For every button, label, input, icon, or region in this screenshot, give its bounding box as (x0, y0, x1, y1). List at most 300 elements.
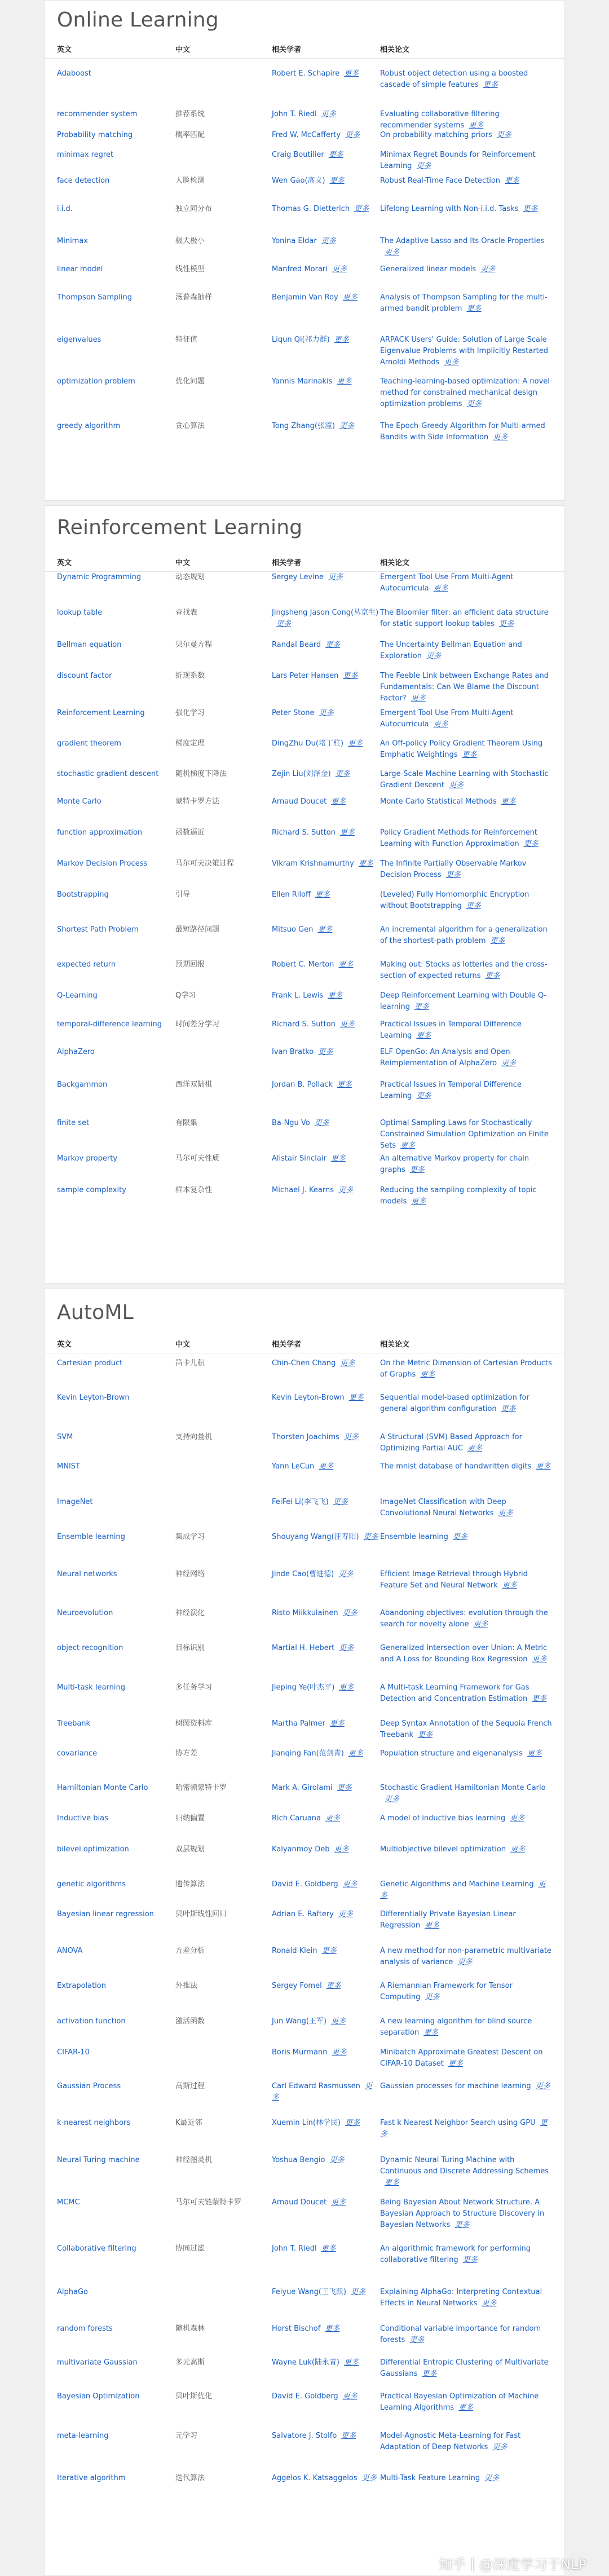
scholar-link[interactable]: FeiFei Li(李飞飞) (272, 1498, 329, 1506)
paper-link[interactable]: An incremental algorithm for a generalization of the shortest-path problem (380, 925, 548, 945)
scholar-more-link[interactable]: 更多 (333, 1498, 348, 1506)
scholar-link[interactable]: Boris Murmann (272, 2048, 328, 2057)
scholar-more-link[interactable]: 更多 (338, 1570, 354, 1578)
paper-more-link[interactable]: 更多 (458, 2403, 474, 2412)
paper-link[interactable]: A Multi-task Learning Framework for Gas Detection and Concentration Estimation (380, 1683, 529, 1703)
term-link[interactable]: optimization problem (57, 377, 135, 386)
scholar-link[interactable]: Jianqing Fan(范剑青) (272, 1749, 344, 1758)
term-link[interactable]: Inductive bias (57, 1814, 108, 1823)
term-link[interactable]: Cartesian product (57, 1359, 123, 1368)
scholar-more-link[interactable]: 更多 (329, 2156, 345, 2164)
term-link[interactable]: Iterative algorithm (57, 2474, 126, 2482)
scholar-link[interactable]: Salvatore J. Stolfo (272, 2432, 337, 2440)
paper-link[interactable]: Differential Entropic Clustering of Multivariate Gaussians (380, 2358, 549, 2378)
scholar-link[interactable]: Michael J. Kearns (272, 1186, 334, 1194)
scholar-link[interactable]: Mark A. Girolami (272, 1784, 333, 1792)
paper-more-link[interactable]: 更多 (467, 1444, 483, 1453)
paper-more-link[interactable]: 更多 (462, 2256, 478, 2264)
paper-more-link[interactable]: 更多 (466, 305, 482, 313)
paper-more-link[interactable]: 更多 (385, 1795, 400, 1803)
scholar-more-link[interactable]: 更多 (325, 2324, 340, 2333)
scholar-more-link[interactable]: 更多 (325, 1814, 340, 1823)
scholar-more-link[interactable]: 更多 (321, 110, 336, 118)
paper-link[interactable]: Practical Bayesian Optimization of Machine Learning Algorithms (380, 2392, 539, 2412)
scholar-more-link[interactable]: 更多 (321, 2244, 336, 2253)
paper-more-link[interactable]: 更多 (445, 871, 461, 879)
scholar-more-link[interactable]: 更多 (331, 2017, 346, 2026)
paper-more-link[interactable]: 更多 (462, 751, 477, 759)
paper-link[interactable]: ImageNet Classification with Deep Convolutional Neural Networks (380, 1498, 506, 1518)
paper-more-link[interactable]: 更多 (492, 2443, 508, 2451)
scholar-link[interactable]: Kevin Leyton-Brown (272, 1393, 345, 1402)
term-link[interactable]: Reinforcement Learning (57, 709, 145, 717)
term-link[interactable]: CIFAR-10 (57, 2048, 90, 2057)
scholar-more-link[interactable]: 更多 (342, 293, 358, 302)
paper-more-link[interactable]: 更多 (498, 620, 514, 628)
scholar-more-link[interactable]: 更多 (342, 1880, 358, 1889)
scholar-more-link[interactable]: 更多 (351, 2288, 366, 2296)
term-link[interactable]: temporal-difference learning (57, 1020, 162, 1029)
scholar-more-link[interactable]: 更多 (321, 1947, 337, 1955)
scholar-link[interactable]: Shouyang Wang(汪寿阳) (272, 1533, 359, 1541)
paper-link[interactable]: Generalized linear models (380, 265, 476, 274)
term-link[interactable]: Thompson Sampling (57, 293, 132, 302)
scholar-more-link[interactable]: 更多 (338, 1910, 353, 1918)
term-link[interactable]: MNIST (57, 1462, 80, 1471)
paper-more-link[interactable]: 更多 (420, 1370, 435, 1379)
term-link[interactable]: Kevin Leyton-Brown (57, 1393, 130, 1402)
term-link[interactable]: expected return (57, 960, 116, 969)
scholar-link[interactable]: Yann LeCun (272, 1462, 315, 1471)
paper-link[interactable]: Abandoning objectives: evolution through the search for novelty alone (380, 1609, 548, 1629)
paper-link[interactable]: A new learning algorithm for blind source separation (380, 2017, 532, 2037)
term-link[interactable]: object recognition (57, 1644, 123, 1652)
term-link[interactable]: Minimax (57, 237, 89, 245)
scholar-link[interactable]: Yoshua Bengio (272, 2156, 325, 2164)
paper-more-link[interactable]: 更多 (433, 584, 448, 593)
paper-more-link[interactable]: 更多 (510, 1814, 525, 1823)
paper-link[interactable]: Explaining AlphaGo: Interpreting Contextual Effects in Neural Networks (380, 2288, 542, 2308)
scholar-link[interactable]: Rich Caruana (272, 1814, 321, 1823)
paper-link[interactable]: An alternative Markov property for chain graphs (380, 1154, 529, 1174)
scholar-link[interactable]: Ba-Ngu Vo (272, 1119, 310, 1127)
paper-more-link[interactable]: 更多 (498, 1509, 513, 1518)
scholar-more-link[interactable]: 更多 (319, 709, 334, 717)
paper-link[interactable]: Analysis of Thompson Sampling for the multi-armed bandit problem (380, 293, 548, 313)
paper-more-link[interactable]: 更多 (411, 1197, 426, 1206)
paper-more-link[interactable]: 更多 (466, 400, 482, 408)
scholar-more-link[interactable]: 更多 (334, 336, 349, 344)
scholar-link[interactable]: Mitsuo Gen (272, 925, 314, 934)
paper-more-link[interactable]: 更多 (423, 2028, 439, 2037)
scholar-link[interactable]: Ronald Klein (272, 1947, 317, 1955)
term-link[interactable]: greedy algorithm (57, 422, 121, 430)
scholar-more-link[interactable]: 更多 (328, 991, 343, 1000)
paper-more-link[interactable]: 更多 (527, 1749, 542, 1758)
paper-link[interactable]: A model of inductive bias learning (380, 1814, 506, 1823)
term-link[interactable]: Markov property (57, 1154, 118, 1163)
paper-more-link[interactable]: 更多 (448, 2059, 463, 2068)
scholar-more-link[interactable]: 更多 (332, 265, 347, 274)
paper-more-link[interactable]: 更多 (523, 205, 538, 213)
scholar-link[interactable]: Randal Beard (272, 641, 321, 649)
scholar-more-link[interactable]: 更多 (345, 131, 360, 139)
paper-link[interactable]: Minibatch Approximate Greatest Descent on CIFAR-10 Dataset (380, 2048, 543, 2068)
term-link[interactable]: multivariate Gaussian (57, 2358, 138, 2367)
term-link[interactable]: Backgammon (57, 1080, 108, 1089)
paper-link[interactable]: The Epoch-Greedy Algorithm for Multi-armed Bandits with Side Information (380, 422, 545, 442)
paper-link[interactable]: Model-Agnostic Meta-Learning for Fast Adaptation of Deep Networks (380, 2432, 521, 2451)
scholar-link[interactable]: Feiyue Wang(王飞跃) (272, 2288, 347, 2296)
scholar-link[interactable]: Robert E. Schapire (272, 69, 340, 78)
term-link[interactable]: Shortest Path Problem (57, 925, 139, 934)
paper-more-link[interactable]: 更多 (414, 1003, 430, 1011)
scholar-more-link[interactable]: 更多 (345, 2119, 360, 2127)
term-link[interactable]: function approximation (57, 828, 143, 837)
paper-more-link[interactable]: 更多 (433, 720, 448, 729)
scholar-link[interactable]: Jun Wang(王军) (272, 2017, 327, 2026)
paper-link[interactable]: Emergent Tool Use From Multi-Agent Autocurricula (380, 573, 514, 593)
scholar-more-link[interactable]: 更多 (321, 237, 336, 245)
paper-more-link[interactable]: 更多 (416, 162, 431, 170)
paper-more-link[interactable]: 更多 (418, 1731, 433, 1739)
term-link[interactable]: activation function (57, 2017, 126, 2026)
paper-link[interactable]: Practical Issues in Temporal Difference Learning (380, 1080, 522, 1100)
paper-link[interactable]: ARPACK Users' Guide: Solution of Large Scale Eigenvalue Problems with Implicitly Restarted Arnoldi Methods (380, 336, 548, 367)
scholar-link[interactable]: Risto Miikkulainen (272, 1609, 338, 1617)
scholar-link[interactable]: David E. Goldberg (272, 2392, 338, 2401)
scholar-more-link[interactable]: 更多 (276, 620, 292, 628)
paper-more-link[interactable]: 更多 (452, 1533, 467, 1541)
paper-link[interactable]: Population structure and eigenanalysis (380, 1749, 523, 1758)
term-link[interactable]: Bellman equation (57, 641, 122, 649)
term-link[interactable]: covariance (57, 1749, 98, 1758)
scholar-link[interactable]: Yannis Marinakis (272, 377, 333, 386)
paper-link[interactable]: Differentially Private Bayesian Linear Regression (380, 1910, 516, 1930)
scholar-link[interactable]: Sergey Fomel (272, 1982, 322, 1990)
paper-more-link[interactable]: 更多 (409, 1166, 425, 1174)
scholar-more-link[interactable]: 更多 (348, 739, 363, 748)
term-link[interactable]: k-nearest neighbors (57, 2119, 131, 2127)
scholar-more-link[interactable]: 更多 (326, 1982, 341, 1990)
term-link[interactable]: AlphaZero (57, 1048, 95, 1056)
term-link[interactable]: ANOVA (57, 1947, 83, 1955)
paper-link[interactable]: Evaluating collaborative filtering recommender systems (380, 110, 500, 130)
paper-link[interactable]: Sequential model-based optimization for general algorithm configuration (380, 1393, 529, 1413)
scholar-more-link[interactable]: 更多 (330, 1154, 346, 1163)
paper-more-link[interactable]: 更多 (482, 2299, 497, 2308)
term-link[interactable]: Adaboost (57, 69, 91, 78)
paper-more-link[interactable]: 更多 (485, 972, 500, 980)
paper-link[interactable]: Generalized Intersection over Union: A Metric and A Loss for Bounding Box Regression (380, 1644, 548, 1664)
scholar-more-link[interactable]: 更多 (344, 69, 359, 78)
term-link[interactable]: minimax regret (57, 151, 114, 159)
scholar-more-link[interactable]: 更多 (342, 2392, 358, 2401)
term-link[interactable]: meta-learning (57, 2432, 109, 2440)
scholar-more-link[interactable]: 更多 (339, 422, 355, 430)
paper-more-link[interactable]: 更多 (532, 1695, 547, 1703)
paper-more-link[interactable]: 更多 (400, 1141, 416, 1150)
paper-link[interactable]: Ensemble learning (380, 1533, 448, 1541)
paper-link[interactable]: Lifelong Learning with Non-i.i.d. Tasks (380, 205, 519, 213)
paper-link[interactable]: Minimax Regret Bounds for Reinforcement Learning (380, 151, 536, 170)
term-link[interactable]: Bayesian Optimization (57, 2392, 140, 2401)
scholar-more-link[interactable]: 更多 (341, 2432, 356, 2440)
scholar-link[interactable]: Xuemin Lin(林学民) (272, 2119, 341, 2127)
term-link[interactable]: Neural networks (57, 1570, 117, 1578)
scholar-more-link[interactable]: 更多 (337, 377, 352, 386)
scholar-link[interactable]: Peter Stone (272, 709, 315, 717)
paper-link[interactable]: Robust Real-Time Face Detection (380, 177, 501, 185)
scholar-link[interactable]: Alistair Sinclair (272, 1154, 326, 1163)
scholar-link[interactable]: Jinde Cao(曹进德) (272, 1570, 334, 1578)
paper-more-link[interactable]: 更多 (510, 1845, 526, 1854)
paper-link[interactable]: Reducing the sampling complexity of topic models (380, 1186, 537, 1206)
term-link[interactable]: Q-Learning (57, 991, 98, 1000)
paper-link[interactable]: Deep Syntax Annotation of the Sequoia French Treebank (380, 1719, 552, 1739)
term-link[interactable]: SVM (57, 1433, 73, 1441)
scholar-link[interactable]: Aggelos K. Katsaggelos (272, 2474, 358, 2482)
scholar-link[interactable]: Thorsten Joachims (272, 1433, 339, 1441)
scholar-link[interactable]: Richard S. Sutton (272, 828, 336, 837)
paper-more-link[interactable]: 更多 (490, 937, 505, 945)
paper-more-link[interactable]: 更多 (448, 781, 464, 789)
scholar-more-link[interactable]: 更多 (363, 1533, 378, 1541)
scholar-link[interactable]: Jingsheng Jason Cong(丛京生) (272, 608, 379, 617)
scholar-more-link[interactable]: 更多 (332, 2048, 347, 2057)
paper-more-link[interactable]: 更多 (496, 131, 511, 139)
scholar-more-link[interactable]: 更多 (319, 1462, 334, 1471)
paper-more-link[interactable]: 更多 (385, 248, 400, 257)
scholar-link[interactable]: Sergey Levine (272, 573, 324, 581)
paper-link[interactable]: Stochastic Gradient Hamiltonian Monte Carlo (380, 1784, 546, 1792)
scholar-more-link[interactable]: 更多 (314, 1119, 329, 1127)
paper-more-link[interactable]: 更多 (425, 1993, 440, 2001)
scholar-link[interactable]: Arnaud Doucet (272, 2198, 327, 2207)
scholar-more-link[interactable]: 更多 (325, 641, 341, 649)
scholar-more-link[interactable]: 更多 (334, 1845, 349, 1854)
paper-more-link[interactable]: 更多 (469, 121, 484, 130)
paper-more-link[interactable]: 更多 (473, 1620, 488, 1629)
paper-more-link[interactable]: 更多 (505, 177, 520, 185)
paper-link[interactable]: The Infinite Partially Observable Markov Decision Process (380, 859, 527, 879)
scholar-link[interactable]: Zejin Liu(刘泽金) (272, 770, 331, 778)
paper-more-link[interactable]: 更多 (501, 1059, 517, 1068)
paper-link[interactable]: Being Bayesian About Network Structure. A Bayesian Approach to Structure Discovery in Bayesian Networks (380, 2198, 545, 2229)
scholar-link[interactable]: Liqun Qi(祁力群) (272, 336, 330, 344)
scholar-more-link[interactable]: 更多 (329, 1719, 345, 1728)
scholar-link[interactable]: Thomas G. Dietterich (272, 205, 350, 213)
paper-more-link[interactable]: 更多 (501, 1405, 516, 1413)
scholar-link[interactable]: Tong Zhang(张潼) (272, 422, 336, 430)
paper-link[interactable]: Practical Issues in Temporal Difference Learning (380, 1020, 522, 1040)
term-link[interactable]: finite set (57, 1119, 90, 1127)
term-link[interactable]: Gaussian Process (57, 2082, 121, 2090)
paper-link[interactable]: Dynamic Neural Turing Machine with Continuous and Discrete Addressing Schemes (380, 2156, 549, 2176)
paper-more-link[interactable]: 更多 (425, 1921, 440, 1930)
term-link[interactable]: sample complexity (57, 1186, 126, 1194)
scholar-link[interactable]: Fred W. McCafferty (272, 131, 341, 139)
term-link[interactable]: Monte Carlo (57, 797, 102, 806)
scholar-link[interactable]: Horst Bischof (272, 2324, 321, 2333)
paper-more-link[interactable]: 更多 (422, 2370, 437, 2378)
scholar-more-link[interactable]: 更多 (339, 1683, 354, 1692)
paper-link[interactable]: The Feeble Link between Exchange Rates and Fundamentals: Can We Blame the Discount Factor? (380, 672, 549, 703)
scholar-link[interactable]: Manfred Morari (272, 265, 328, 274)
paper-more-link[interactable]: 更多 (457, 1958, 473, 1966)
scholar-more-link[interactable]: 更多 (272, 2082, 372, 2102)
paper-link[interactable]: An Off-policy Policy Gradient Theorem Using Emphatic Weightings (380, 739, 543, 759)
scholar-more-link[interactable]: 更多 (315, 890, 330, 899)
paper-more-link[interactable]: 更多 (444, 358, 459, 367)
scholar-more-link[interactable]: 更多 (318, 1048, 333, 1056)
term-link[interactable]: Probability matching (57, 131, 133, 139)
scholar-link[interactable]: Jordan B. Pollack (272, 1080, 333, 1089)
scholar-link[interactable]: Chin-Chen Chang (272, 1359, 336, 1368)
scholar-link[interactable]: Yonina Eldar (272, 237, 317, 245)
scholar-more-link[interactable]: 更多 (329, 177, 345, 185)
paper-link[interactable]: Policy Gradient Methods for Reinforcement Learning with Function Approximation (380, 828, 537, 848)
term-link[interactable]: genetic algorithms (57, 1880, 126, 1889)
paper-more-link[interactable]: 更多 (380, 2119, 548, 2138)
paper-link[interactable]: Monte Carlo Statistical Methods (380, 797, 497, 806)
scholar-link[interactable]: Kalyanmoy Deb (272, 1845, 330, 1854)
paper-link[interactable]: ELF OpenGo: An Analysis and Open Reimplementation of AlphaZero (380, 1048, 510, 1068)
term-link[interactable]: i.i.d. (57, 205, 73, 213)
term-link[interactable]: eigenvalues (57, 336, 102, 344)
scholar-link[interactable]: Frank L. Lewis (272, 991, 324, 1000)
scholar-link[interactable]: Wen Gao(高文) (272, 177, 325, 185)
scholar-link[interactable]: Arnaud Doucet (272, 797, 327, 806)
scholar-more-link[interactable]: 更多 (338, 1186, 354, 1194)
paper-link[interactable]: The Bloomier filter: an efficient data structure for static support lookup tables (380, 608, 549, 628)
scholar-more-link[interactable]: 更多 (348, 1393, 364, 1402)
scholar-link[interactable]: Vikram Krishnamurthy (272, 859, 354, 868)
scholar-more-link[interactable]: 更多 (358, 859, 373, 868)
scholar-link[interactable]: Martha Palmer (272, 1719, 325, 1728)
term-link[interactable]: Multi-task learning (57, 1683, 125, 1692)
term-link[interactable]: ImageNet (57, 1498, 93, 1506)
scholar-more-link[interactable]: 更多 (337, 1784, 352, 1792)
scholar-more-link[interactable]: 更多 (348, 1749, 363, 1758)
term-link[interactable]: bilevel optimization (57, 1845, 129, 1854)
paper-more-link[interactable]: 更多 (416, 1092, 431, 1100)
scholar-more-link[interactable]: 更多 (338, 960, 354, 969)
paper-link[interactable]: A new method for non-parametric multivariate analysis of variance (380, 1947, 551, 1966)
paper-more-link[interactable]: 更多 (411, 694, 426, 703)
scholar-more-link[interactable]: 更多 (339, 1644, 354, 1652)
paper-more-link[interactable]: 更多 (385, 2178, 400, 2187)
term-link[interactable]: stochastic gradient descent (57, 770, 159, 778)
paper-more-link[interactable]: 更多 (466, 902, 481, 910)
paper-more-link[interactable]: 更多 (454, 2221, 470, 2229)
scholar-more-link[interactable]: 更多 (339, 828, 355, 837)
term-link[interactable]: recommender system (57, 110, 138, 118)
term-link[interactable]: Treebank (57, 1719, 91, 1728)
paper-link[interactable]: Robust object detection using a boosted cascade of simple features (380, 69, 528, 89)
scholar-more-link[interactable]: 更多 (342, 1609, 358, 1617)
term-link[interactable]: Dynamic Programming (57, 573, 142, 581)
scholar-more-link[interactable]: 更多 (331, 2198, 346, 2207)
scholar-link[interactable]: Wayne Luk(陆永青) (272, 2358, 339, 2367)
scholar-link[interactable]: Jieping Ye(叶杰平) (272, 1683, 335, 1692)
scholar-more-link[interactable]: 更多 (343, 2358, 359, 2367)
scholar-more-link[interactable]: 更多 (331, 797, 346, 806)
paper-link[interactable]: An algorithmic framework for performing collaborative filtering (380, 2244, 531, 2264)
scholar-more-link[interactable]: 更多 (317, 925, 333, 934)
scholar-link[interactable]: John T. Riedl (272, 2244, 317, 2253)
term-link[interactable]: Neural Turing machine (57, 2156, 140, 2164)
scholar-link[interactable]: Ellen Riloff (272, 890, 311, 899)
scholar-more-link[interactable]: 更多 (343, 1433, 359, 1441)
paper-link[interactable]: On the Metric Dimension of Cartesian Products of Graphs (380, 1359, 552, 1379)
scholar-more-link[interactable]: 更多 (328, 151, 343, 159)
paper-link[interactable]: (Leveled) Fully Homomorphic Encryption without Bootstrapping (380, 890, 529, 910)
paper-link[interactable]: Multi-Task Feature Learning (380, 2474, 480, 2482)
paper-more-link[interactable]: 更多 (532, 1655, 547, 1664)
scholar-more-link[interactable]: 更多 (354, 205, 369, 213)
paper-link[interactable]: Deep Reinforcement Learning with Double Q-learning (380, 991, 547, 1011)
term-link[interactable]: Collaborative filtering (57, 2244, 136, 2253)
paper-link[interactable]: A Riemannian Framework for Tensor Computing (380, 1982, 513, 2001)
scholar-link[interactable]: David E. Goldberg (272, 1880, 338, 1889)
scholar-more-link[interactable]: 更多 (343, 672, 358, 680)
paper-more-link[interactable]: 更多 (426, 652, 441, 660)
scholar-link[interactable]: Richard S. Sutton (272, 1020, 336, 1029)
paper-link[interactable]: Fast k Nearest Neighbor Search using GPU (380, 2119, 536, 2127)
scholar-link[interactable]: Craig Boutilier (272, 151, 324, 159)
scholar-link[interactable]: John T. Riedl (272, 110, 317, 118)
scholar-link[interactable]: DingZhu Du(堵丁柱) (272, 739, 344, 748)
term-link[interactable]: MCMC (57, 2198, 80, 2207)
paper-link[interactable]: The Adaptive Lasso and Its Oracle Properties (380, 237, 545, 245)
term-link[interactable]: Hamiltonian Monte Carlo (57, 1784, 148, 1792)
paper-more-link[interactable]: 更多 (536, 1462, 551, 1471)
paper-link[interactable]: Making out: Stocks as lotteries and the cross-section of expected returns (380, 960, 548, 980)
paper-link[interactable]: Gaussian processes for machine learning (380, 2082, 531, 2090)
paper-link[interactable]: Teaching-learning-based optimization: A novel method for constrained mechanical design optimization problems (380, 377, 550, 408)
term-link[interactable]: face detection (57, 177, 110, 185)
paper-more-link[interactable]: 更多 (483, 81, 498, 89)
paper-more-link[interactable]: 更多 (502, 1581, 517, 1590)
scholar-link[interactable]: Adrian E. Raftery (272, 1910, 334, 1918)
paper-link[interactable]: Large-Scale Machine Learning with Stochastic Gradient Descent (380, 770, 549, 789)
paper-more-link[interactable]: 更多 (535, 2082, 550, 2090)
paper-link[interactable]: Conditional variable importance for random forests (380, 2324, 541, 2344)
scholar-more-link[interactable]: 更多 (337, 1080, 352, 1089)
paper-link[interactable]: A Structural (SVM) Based Approach for Optimizing Partial AUC (380, 1433, 522, 1453)
term-link[interactable]: discount factor (57, 672, 112, 680)
paper-more-link[interactable]: 更多 (380, 1880, 546, 1900)
paper-more-link[interactable]: 更多 (493, 433, 508, 442)
term-link[interactable]: Markov Decision Process (57, 859, 148, 868)
term-link[interactable]: Neuroevolution (57, 1609, 113, 1617)
scholar-more-link[interactable]: 更多 (328, 573, 343, 581)
paper-link[interactable]: Genetic Algorithms and Machine Learning (380, 1880, 534, 1889)
paper-link[interactable]: Emergent Tool Use From Multi-Agent Autocurricula (380, 709, 514, 729)
paper-link[interactable]: On probability matching priors (380, 131, 492, 139)
scholar-more-link[interactable]: 更多 (339, 1020, 355, 1029)
paper-more-link[interactable]: 更多 (409, 2336, 425, 2344)
term-link[interactable]: Bayesian linear regression (57, 1910, 154, 1918)
term-link[interactable]: Extrapolation (57, 1982, 107, 1990)
term-link[interactable]: random forests (57, 2324, 113, 2333)
paper-more-link[interactable]: 更多 (501, 797, 516, 806)
paper-link[interactable]: Efficient Image Retrieval through Hybrid Feature Set and Neural Network (380, 1570, 528, 1590)
scholar-link[interactable]: Martial H. Hebert (272, 1644, 335, 1652)
term-link[interactable]: Bootstrapping (57, 890, 109, 899)
scholar-link[interactable]: Lars Peter Hansen (272, 672, 339, 680)
